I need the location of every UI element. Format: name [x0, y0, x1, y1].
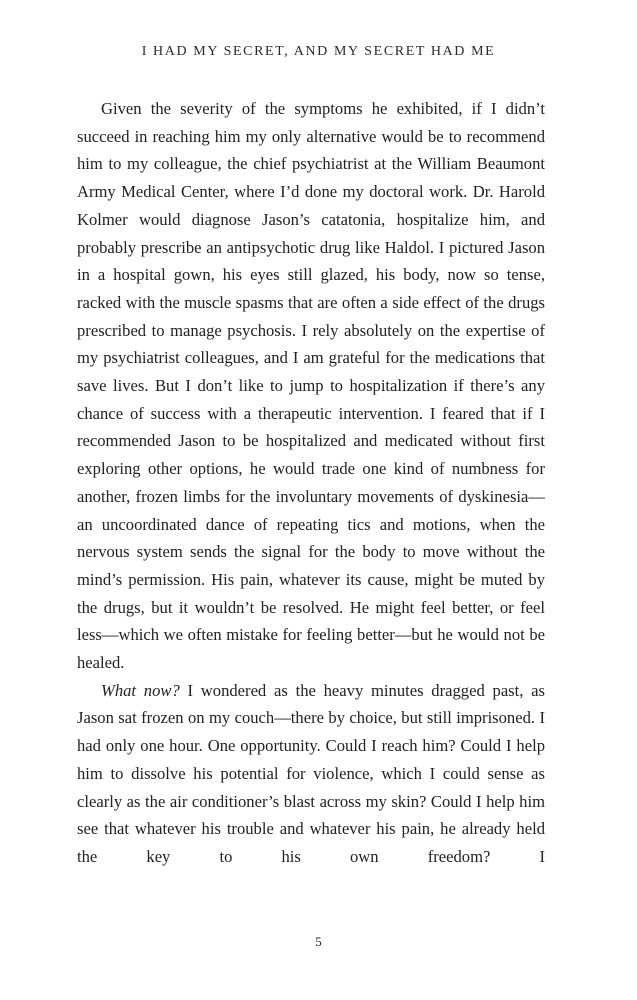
body-text	[77, 95, 545, 871]
paragraph: Given the severity of the symptoms he exhibited, if I didn’t succeed in reaching him my only alternative would be to recommend him to my colleague, the chief psychiatrist at the William Beaumont Army Medical Center, where I’d done my doctoral work. Dr. Harold Kolmer would diagnose Jason’s catatonia, hospitalize him, and probably prescribe an antipsychotic drug like Haldol. I pictured Jason in a hospital gown, his eyes still glazed, his body, now so tense, racked with the muscle spasms that are often a side effect of the drugs prescribed to manage psychosis. I rely absolutely on the expertise of my psychiatrist colleagues, and I am grateful for the medications that save lives. But I don’t like to jump to hospitalization if there’s any chance of success with a therapeutic intervention. I feared that if I recommended Jason to be hospitalized and medicated without first exploring other options, he would trade one kind of numbness for another, frozen limbs for the involuntary movements of dyskinesia—an uncoordinated dance of repeating tics and motions, when the nervous system sends the signal for the body to move without the mind’s permission. His pain, whatever its cause, might be muted by the drugs, but it wouldn’t be resolved. He might feel better, or feel less—which we often mistake for feeling better—but he would not be healed.	[77, 99, 545, 673]
italic-phrase: What now?	[101, 680, 180, 700]
paragraph	[77, 677, 545, 871]
paragraph-text: I wondered as the heavy minutes dragged past, as Jason sat frozen on my couch—there by choice, but still imprisoned. I had only one hour. One opportunity. Could I reach him? Could I help him to dissolve his potential for violence, which I could sense as clearly as the air conditioner’s blast across my skin? Could I help him see that whatever his trouble and whatever his pain, he already held the key to his own freedom? I	[77, 680, 545, 866]
page-number: 5	[315, 934, 322, 949]
running-header: I HAD MY SECRET, AND MY SECRET HAD ME	[141, 44, 496, 59]
